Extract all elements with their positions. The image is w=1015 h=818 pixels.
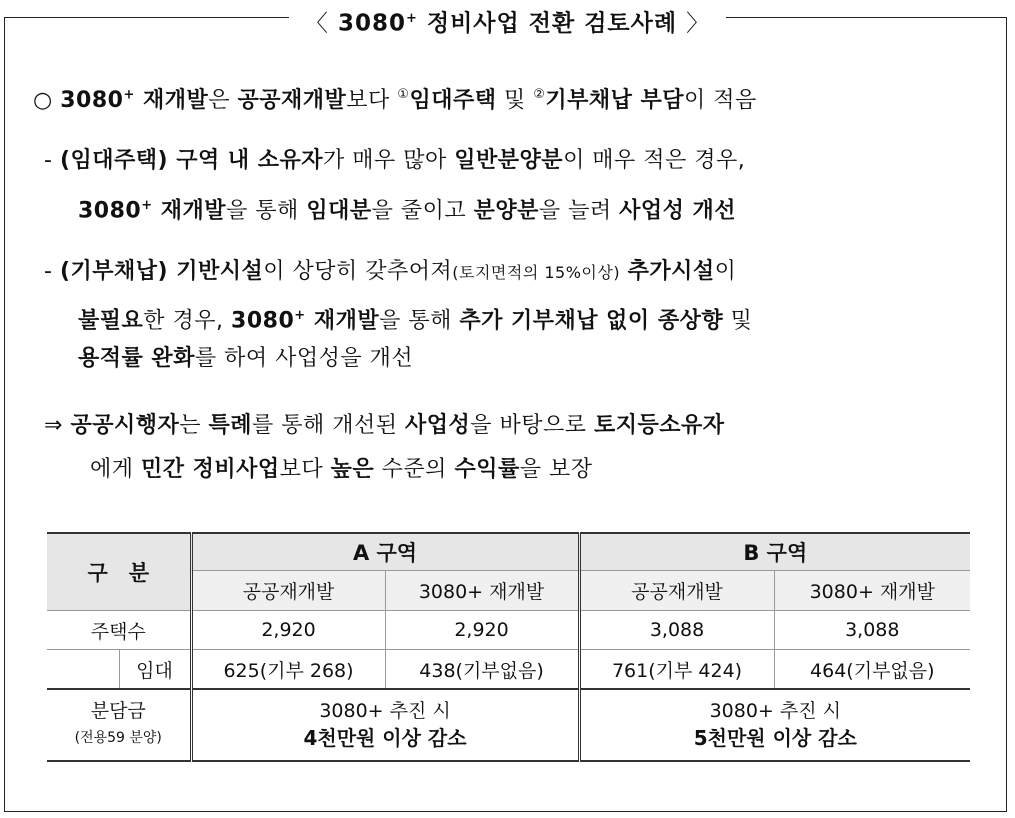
table-row [47, 611, 970, 650]
p1-num: 3080 [60, 88, 124, 113]
cost-label-note: (전용59 분양) [74, 730, 162, 746]
p3-redev: 재개발 [305, 308, 380, 334]
houses-b-public: 3,088 [579, 611, 774, 650]
p2-sup: + [141, 198, 153, 213]
p3-t-g: 및 [723, 308, 753, 334]
p4-b-d: 높은 [330, 457, 375, 482]
p2-b-d: 임대분 [306, 198, 372, 224]
circle-bullet: ○ [33, 88, 53, 113]
title-area [0, 0, 1015, 40]
cost-zone-a [191, 689, 579, 761]
p2-b-f: 분양분 [473, 198, 539, 224]
p3-t-l3b: 를 하여 사업성을 개선 [194, 346, 414, 371]
cost-b-line2: 5천만원 이상 감소 [693, 726, 857, 750]
p1-public: 공공재개발 [237, 88, 347, 113]
table-header-row [47, 533, 970, 571]
p4-b7: 토지등소유자 [593, 413, 725, 438]
title-sup: + [405, 11, 418, 26]
rental-a-public: 625(기부 268) [191, 650, 385, 690]
cost-label: 분담금 [90, 700, 146, 722]
row-label-rental: 임대 [119, 650, 191, 690]
p4-b-b: 민간 정비사업 [141, 457, 280, 482]
p2-t2: 가 매우 많아 [323, 148, 455, 173]
title-text: 정비사업 전환 검토사례 [417, 10, 678, 37]
p2-b-h: 사업성 개선 [619, 198, 737, 224]
subheader-a-public: 공공재개발 [191, 571, 385, 611]
subheader-b-public: 공공재개발 [579, 571, 774, 611]
p2-t4: 이 매우 적은 경우, [563, 148, 746, 173]
arrow-icon: ⇒ [44, 413, 71, 438]
p3-b-f: 추가 기부채납 없이 종상향 [459, 308, 724, 334]
p1-redev: 재개발 [134, 88, 209, 113]
p4-t4: 를 통해 개선된 [251, 413, 405, 438]
p3-t-e: 을 통해 [379, 308, 460, 334]
donation-paragraph-line2 [0, 301, 1015, 336]
donation-paragraph-line3 [0, 344, 1015, 374]
title-number: 3080 [337, 10, 406, 37]
p2-num: 3080 [78, 198, 142, 224]
houses-a-public: 2,920 [191, 611, 385, 650]
page-title [289, 0, 726, 41]
cost-b-line1: 3080+ 추진 시 [709, 700, 841, 722]
p4-t-c: 보다 [279, 457, 331, 482]
dash-marker: - [44, 148, 60, 173]
p4-b1: 공공시행자 [70, 413, 180, 438]
p1-t5: 보다 [346, 88, 398, 113]
p3-note: (토지면적의 15%이상) [452, 263, 621, 282]
p4-t2: 는 [179, 413, 209, 438]
zone-a-header: A 구역 [191, 533, 579, 571]
p3-b1: (기부채납) 기반시설 [59, 259, 264, 284]
p1-t7: 및 [496, 88, 534, 113]
p4-t-a: 에게 [90, 457, 141, 482]
p1-circ2: ② [533, 87, 546, 102]
rental-paragraph-line2 [0, 191, 1015, 226]
p2-b3: 일반분양분 [454, 148, 564, 173]
p1-circ1: ① [397, 87, 410, 102]
p3-t-b: 한 경우, [143, 308, 232, 334]
p1-t3: 은 [208, 88, 238, 113]
subheader-b-3080: 3080+ 재개발 [774, 571, 970, 611]
zone-b-header: B 구역 [579, 533, 970, 571]
p3-b-l3a: 용적률 완화 [78, 346, 195, 371]
title-bracket-close: 〉 [686, 10, 711, 37]
row-label-cost [47, 689, 191, 761]
corner-cell: 구 분 [47, 533, 191, 611]
summary-paragraph [0, 80, 1015, 116]
cost-a-line1: 3080+ 추진 시 [319, 700, 451, 722]
p3-sup: + [294, 308, 306, 323]
rental-b-public: 761(기부 424) [579, 650, 774, 690]
cost-zone-b [579, 689, 970, 761]
p2-t-c: 을 통해 [226, 198, 307, 224]
p2-redev: 재개발 [152, 198, 227, 224]
p3-space [620, 259, 628, 284]
p1-t9: 이 적음 [684, 88, 757, 113]
p4-b3: 특례 [208, 413, 252, 438]
comparison-table [47, 532, 970, 762]
rental-a-3080: 438(기부없음) [385, 650, 579, 690]
p1-sup: + [123, 87, 135, 103]
conclusion-paragraph-line1 [0, 411, 1015, 441]
row-label-blank [47, 650, 119, 690]
table-row [47, 650, 970, 690]
table-row [47, 689, 970, 761]
p4-t-g: 을 보장 [519, 457, 593, 482]
p4-b-f: 수익률 [454, 457, 520, 482]
p4-t6: 을 바탕으로 [470, 413, 594, 438]
title-bracket-open: 〈 [304, 10, 329, 37]
conclusion-paragraph-line2 [0, 455, 1015, 485]
subheader-a-3080: 3080+ 재개발 [385, 571, 579, 611]
p2-b1: (임대주택) 구역 내 소유자 [59, 148, 324, 173]
rental-paragraph-line1 [0, 146, 1015, 176]
p2-t-g: 을 늘려 [538, 198, 620, 224]
p4-t-e: 수준의 [374, 457, 455, 482]
p3-b-a: 불필요 [78, 308, 144, 334]
row-label-houses: 주택수 [47, 611, 191, 650]
houses-a-3080: 2,920 [385, 611, 579, 650]
p3-num: 3080 [231, 308, 295, 334]
p3-t6: 이 [714, 259, 737, 284]
houses-b-3080: 3,088 [774, 611, 970, 650]
dash-marker: - [44, 259, 60, 284]
donation-paragraph-line1 [0, 257, 1015, 288]
p1-donation: 기부채납 부담 [545, 88, 685, 113]
p3-b5: 추가시설 [627, 259, 715, 284]
cost-a-line2: 4천만원 이상 감소 [303, 726, 467, 750]
p3-t2: 이 상당히 갖추어져 [263, 259, 453, 284]
p2-t-e: 을 줄이고 [371, 198, 474, 224]
p4-b5: 사업성 [404, 413, 471, 438]
rental-b-3080: 464(기부없음) [774, 650, 970, 690]
p1-rental: 임대주택 [409, 88, 497, 113]
